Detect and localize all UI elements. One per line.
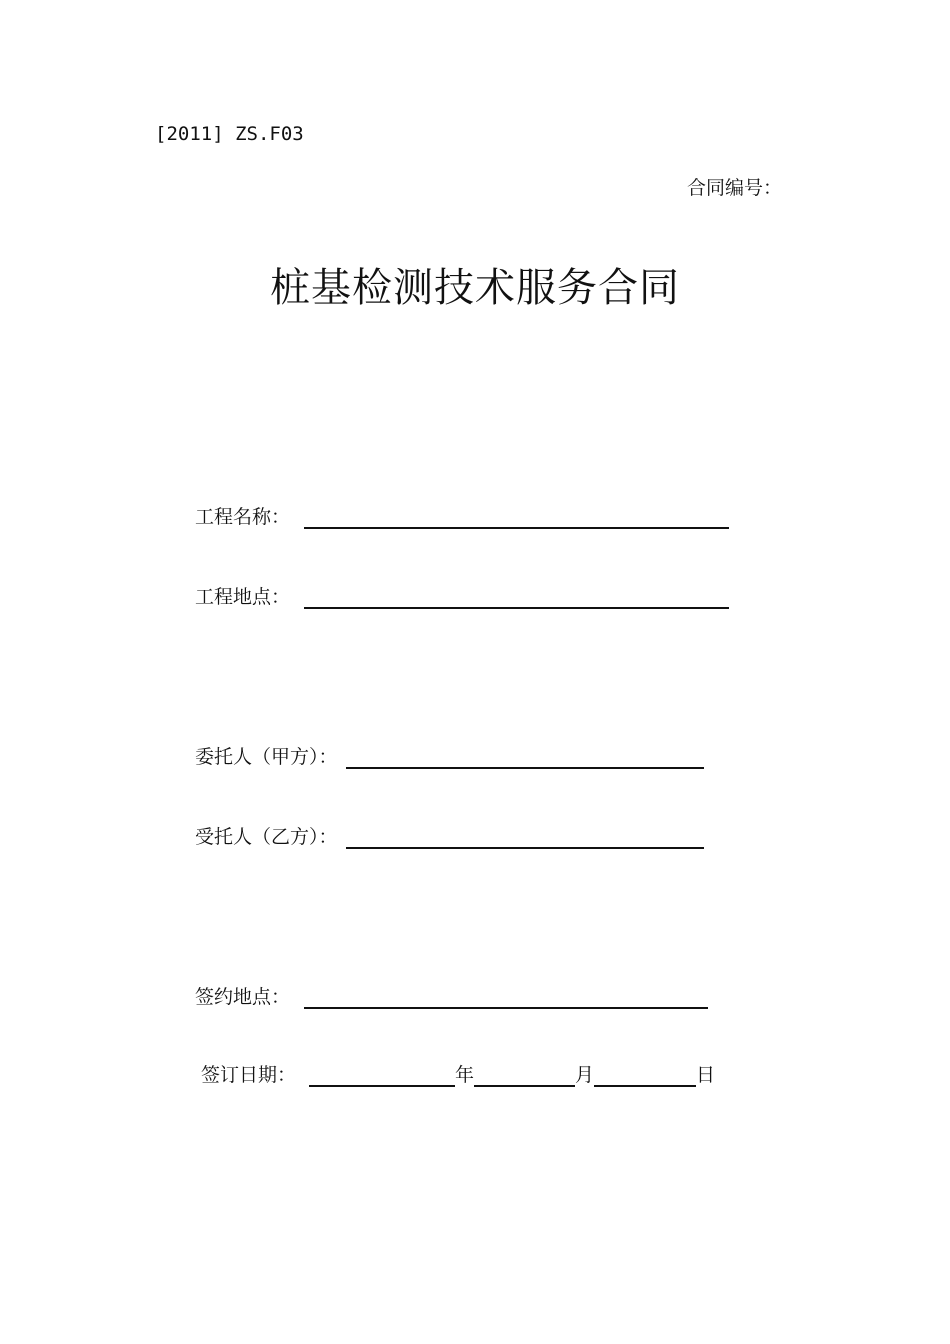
contract-number-label: 合同编号： <box>686 177 782 199</box>
month-unit: 月 <box>575 1064 595 1086</box>
signing-month-blank[interactable] <box>474 1063 575 1087</box>
contractor-field <box>195 825 704 849</box>
project-name-blank[interactable] <box>304 505 729 529</box>
signing-place-label: 签约地点： <box>195 986 291 1008</box>
signing-date-field <box>201 1063 715 1087</box>
signing-year-blank[interactable] <box>309 1063 455 1087</box>
signing-date-label: 签订日期： <box>201 1064 297 1086</box>
client-blank[interactable] <box>346 745 704 769</box>
client-field <box>195 745 704 769</box>
day-unit: 日 <box>696 1064 716 1086</box>
project-location-blank[interactable] <box>304 585 729 609</box>
contractor-label: 受托人（乙方）： <box>195 826 338 848</box>
signing-day-blank[interactable] <box>594 1063 696 1087</box>
project-name-label: 工程名称： <box>195 506 291 528</box>
project-name-field <box>195 505 729 529</box>
signing-place-field <box>195 985 708 1009</box>
year-unit: 年 <box>455 1064 475 1086</box>
document-code: [2011] ZS.F03 <box>155 123 304 145</box>
page-title: 桩基检测技术服务合同 <box>270 265 680 311</box>
project-location-label: 工程地点： <box>195 586 291 608</box>
project-location-field <box>195 585 729 609</box>
contractor-blank[interactable] <box>346 825 704 849</box>
signing-place-blank[interactable] <box>304 985 708 1009</box>
client-label: 委托人（甲方）： <box>195 746 338 768</box>
